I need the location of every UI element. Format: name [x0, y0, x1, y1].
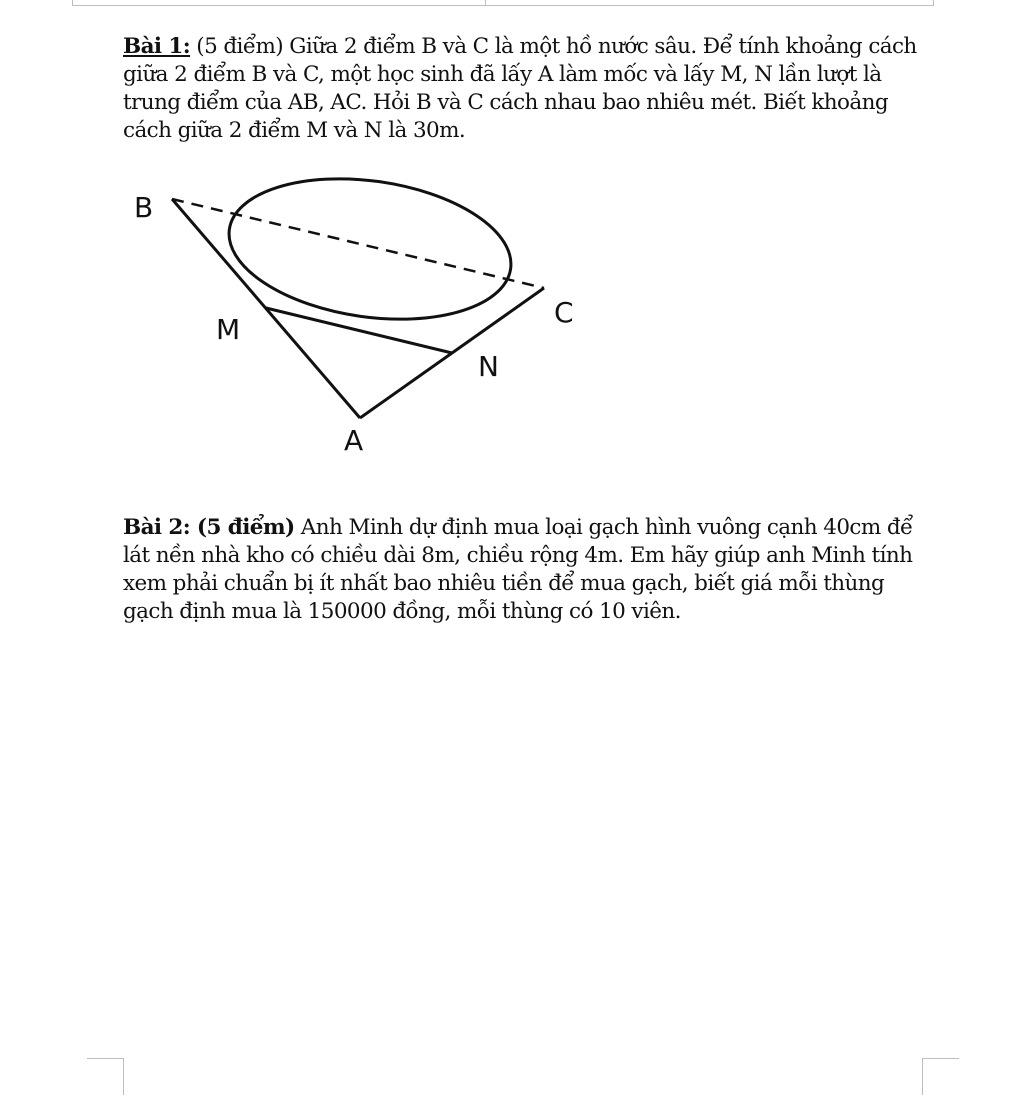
label-b: B — [134, 191, 154, 224]
page-top-border — [72, 0, 934, 6]
page-top-tick — [485, 0, 486, 5]
problem-1 — [123, 33, 928, 145]
problem-2-label: Bài 2: (5 điểm) — [123, 515, 295, 540]
problem-1-text: (5 điểm) Giữa 2 điểm B và C là một hồ nước sâu. Để tính khoảng cách giữa 2 điểm B và C, một học sinh đã lấy A làm mốc và lấy M, N lần lượt là trung điểm của AB, AC. Hỏi B và C cách nhau bao nhiêu mét. Biết khoảng cách giữa 2 điểm M và N là 30m. — [123, 34, 917, 143]
problem-1-label: Bài 1: — [123, 34, 191, 59]
label-m: M — [216, 313, 241, 346]
label-n: N — [478, 350, 499, 383]
problem-2-text: Anh Minh dự định mua loại gạch hình vuông cạnh 40cm để lát nền nhà kho có chiều dài 8m, chiều rộng 4m. Em hãy giúp anh Minh tính xem phải chuẩn bị ít nhất bao nhiêu tiền để mua gạch, biết giá mỗi thùng gạch định mua là 150000 đồng, mỗi thùng có 10 viên. — [123, 515, 913, 624]
segment-bc-dashed — [172, 199, 544, 288]
lake-figure — [120, 170, 600, 470]
label-a: A — [344, 424, 364, 457]
lake-ellipse — [220, 170, 520, 336]
page-corner-mark-left — [87, 1058, 124, 1095]
problem-2 — [123, 514, 928, 626]
page-corner-mark-right — [922, 1058, 959, 1095]
label-c: C — [554, 296, 574, 329]
